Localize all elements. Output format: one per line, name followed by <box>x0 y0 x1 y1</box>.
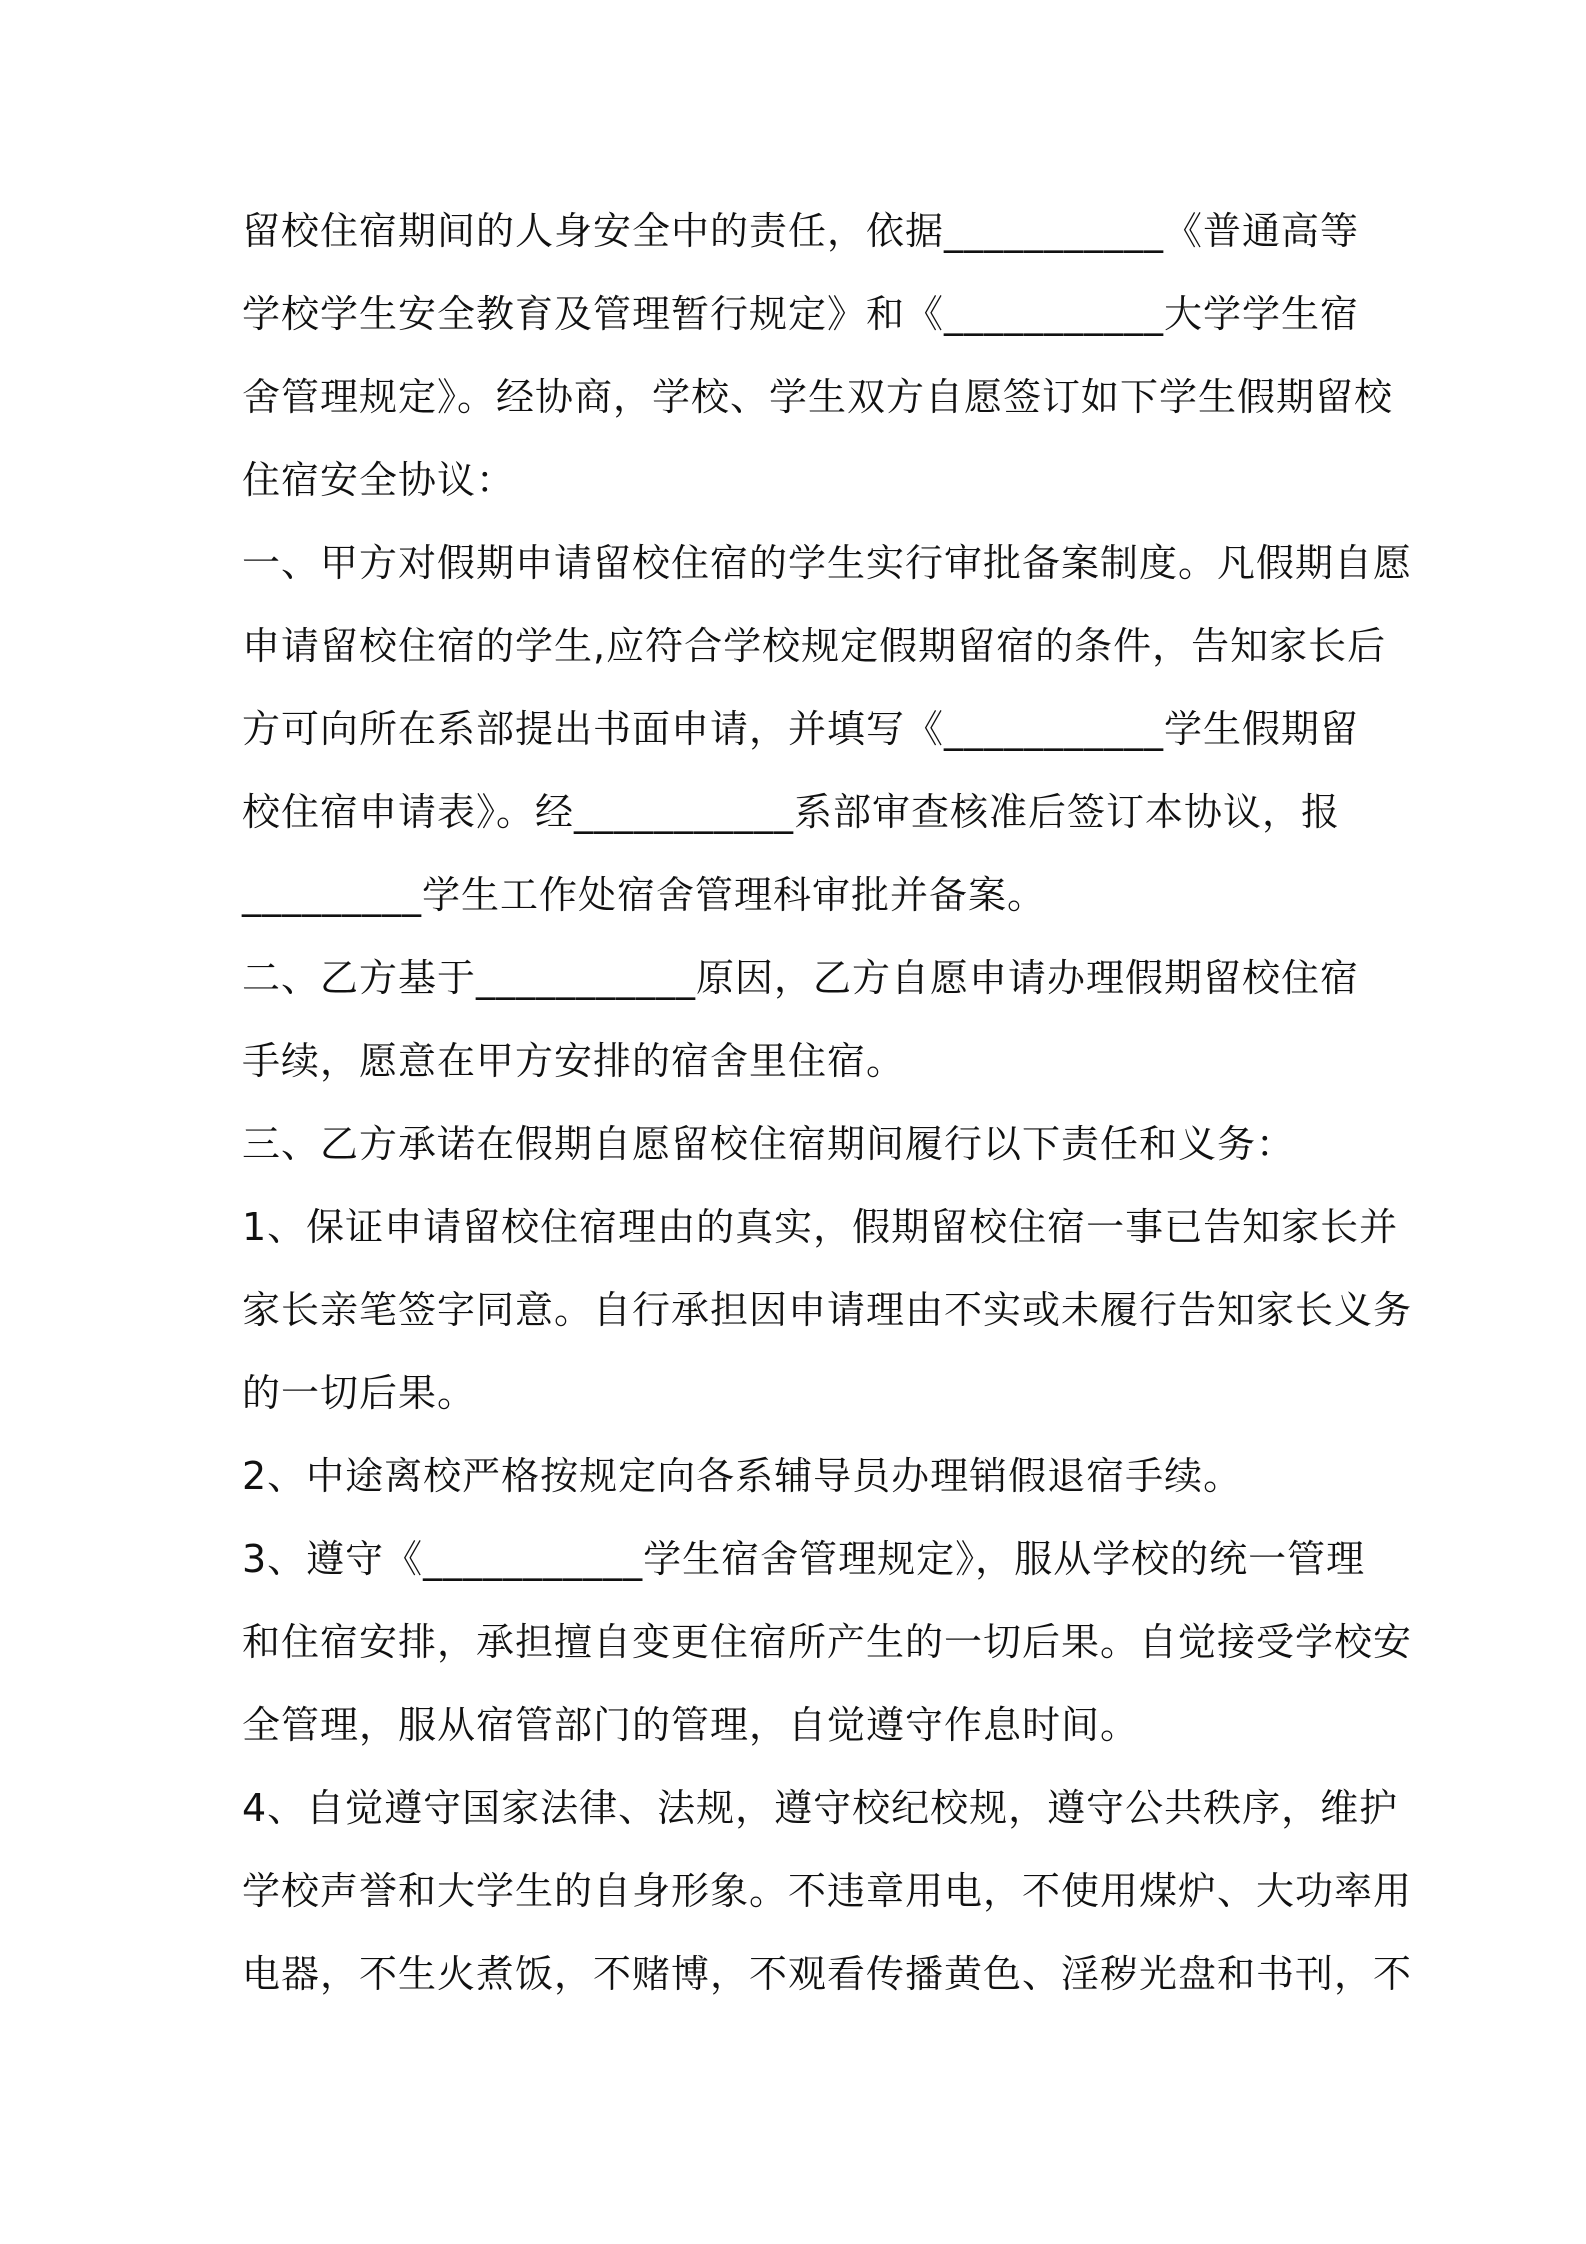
text-line-14: 家长亲笔签字同意。自行承担因申请理由不实或未履行告知家长义务 <box>242 1288 1413 1332</box>
text-line-12: 三、乙方承诺在假期自愿留校住宿期间履行以下责任和义务： <box>242 1122 1296 1166</box>
text-line-2: 学校学生安全教育及管理暂行规定》和《___________大学学生宿 <box>242 292 1360 336</box>
text-line-15: 的一切后果。 <box>242 1371 477 1415</box>
text-line-17: 3、遵守《___________学生宿舍管理规定》，服从学校的统一管理 <box>242 1537 1366 1581</box>
text-line-4: 住宿安全协议： <box>242 458 516 502</box>
document-body <box>242 190 1413 2016</box>
text-line-9: _________学生工作处宿舍管理科审批并备案。 <box>242 873 1047 917</box>
text-line-21: 学校声誉和大学生的自身形象。不违章用电，不使用煤炉、大功率用 <box>242 1869 1413 1913</box>
text-line-18: 和住宿安排，承担擅自变更住宿所产生的一切后果。自觉接受学校安 <box>242 1620 1413 1664</box>
text-line-20: 4、自觉遵守国家法律、法规，遵守校纪校规，遵守公共秩序，维护 <box>242 1786 1399 1830</box>
text-line-13: 1、保证申请留校住宿理由的真实，假期留校住宿一事已告知家长并 <box>242 1205 1399 1249</box>
text-line-8: 校住宿申请表》。经___________系部审查核准后签订本协议，报 <box>242 790 1341 834</box>
text-line-22: 电器，不生火煮饭，不赌博，不观看传播黄色、淫秽光盘和书刊，不 <box>242 1952 1413 1996</box>
text-line-16: 2、中途离校严格按规定向各系辅导员办理销假退宿手续。 <box>242 1454 1243 1498</box>
text-line-11: 手续，愿意在甲方安排的宿舍里住宿。 <box>242 1039 906 1083</box>
text-line-1: 留校住宿期间的人身安全中的责任，依据___________《普通高等 <box>242 209 1360 253</box>
text-line-10: 二、乙方基于___________原因，乙方自愿申请办理假期留校住宿 <box>242 956 1360 1000</box>
text-line-7: 方可向所在系部提出书面申请，并填写《___________学生假期留 <box>242 707 1360 751</box>
text-line-3: 舍管理规定》。经协商，学校、学生双方自愿签订如下学生假期留校 <box>242 375 1394 419</box>
text-line-6: 申请留校住宿的学生,应符合学校规定假期留宿的条件，告知家长后 <box>242 624 1387 668</box>
text-line-5: 一、甲方对假期申请留校住宿的学生实行审批备案制度。凡假期自愿 <box>242 541 1413 585</box>
text-line-19: 全管理，服从宿管部门的管理，自觉遵守作息时间。 <box>242 1703 1140 1747</box>
